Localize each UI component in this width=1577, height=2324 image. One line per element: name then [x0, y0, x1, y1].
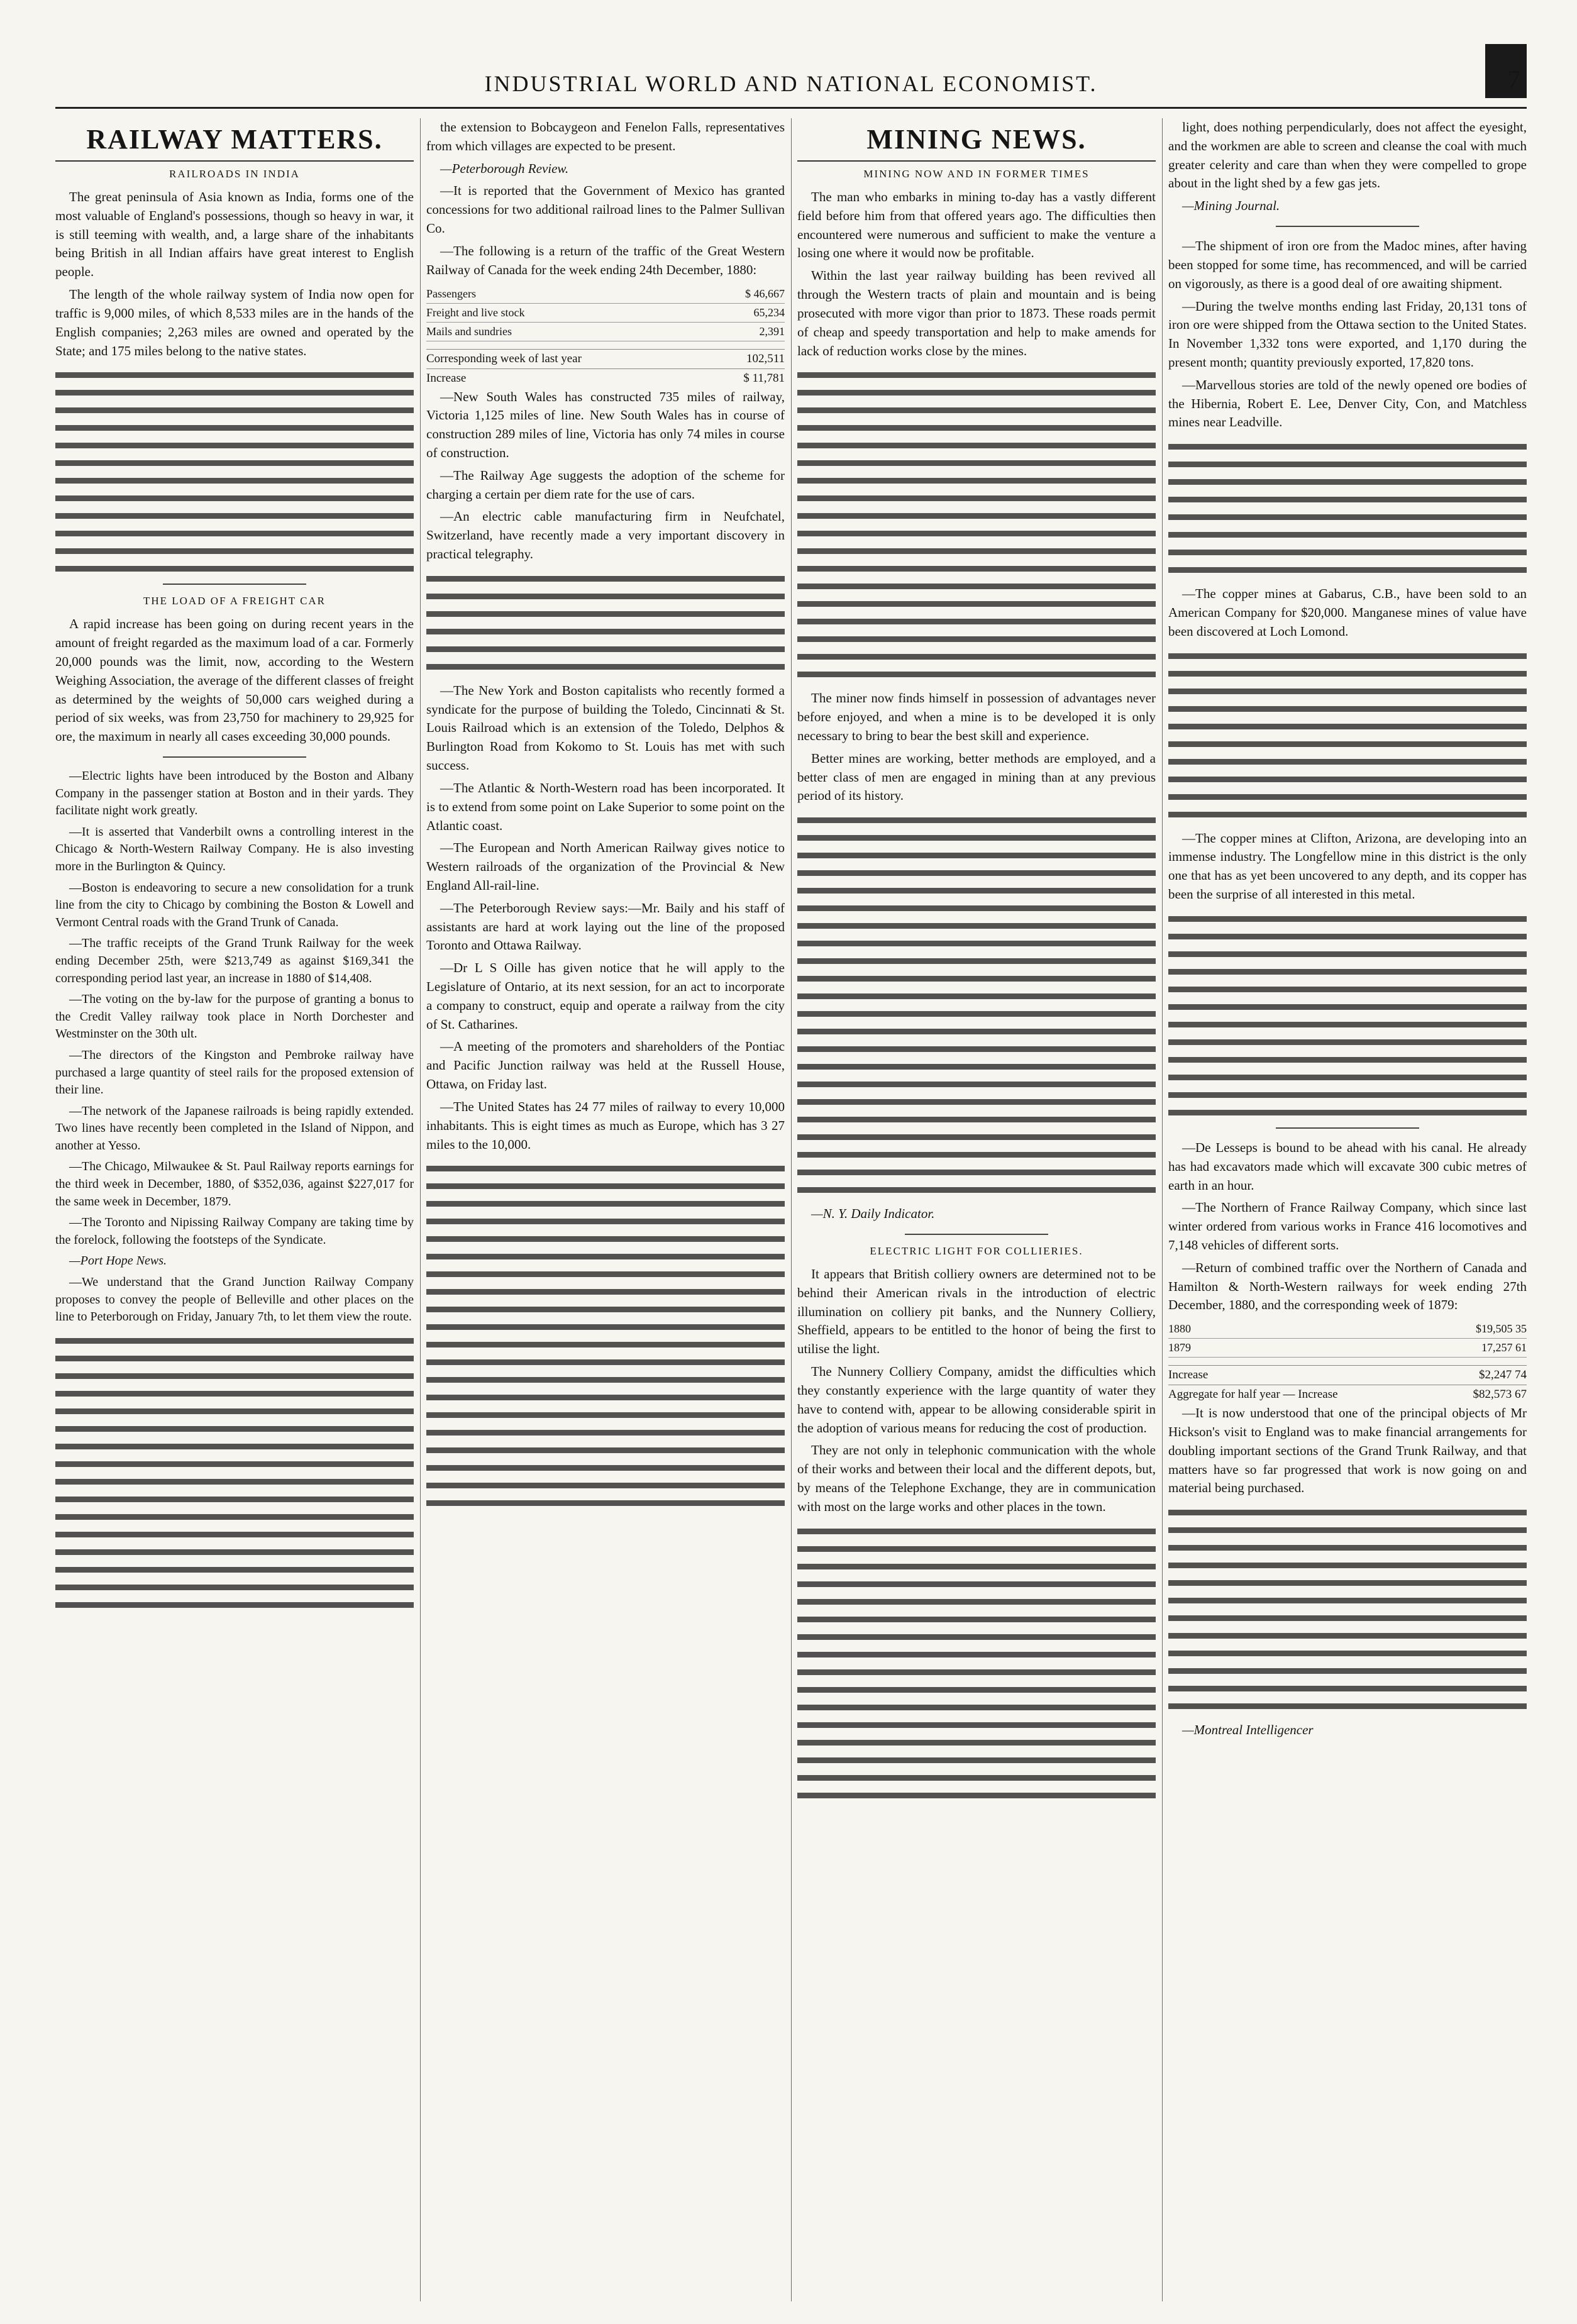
news-item: —The New York and Boston capitalists who recently formed a syndicate for the purpose of building the Toledo, Cincinnati & St. Louis Railroad which is an extension of the Toledo, Delphos & Burlington Road from Kokomo to St. Louis has met with such success. [426, 682, 785, 773]
subhead-electric-light: ELECTRIC LIGHT FOR COLLIERIES. [870, 1245, 1083, 1257]
news-item: —The directors of the Kingston and Pembroke railway have purchased a large quantity of steel rails for the proposed extension of their line. [55, 1048, 414, 1097]
news-item: —The European and North American Railway gives notice to Western railroads of the organization of the Provincial & New England All-rail-line. [426, 840, 785, 893]
news-item: —The Toronto and Nipissing Railway Company are taking time by the forelock, following the footsteps of the Syndicate. [55, 1215, 414, 1247]
column-rule [791, 118, 792, 2301]
traffic-row: Mails and sundries 2,391 [426, 323, 785, 341]
columns [55, 118, 1527, 2301]
news-item: —The voting on the by-law for the purpose of granting a bonus to the Credit Valley railway took place in North Dorchester and Westminster on the 30th ult. [55, 992, 414, 1041]
column-1 [55, 118, 414, 2301]
news-item: —A meeting of the promoters and shareholders of the Pontiac and Pacific Junction railway was held at the Russell House, Ottawa, on Friday last. [426, 1039, 785, 1092]
column-2 [426, 118, 785, 2301]
news-item: —De Lesseps is bound to be ahead with his canal. He already has had excavators made which will excavate 300 cubic metres of earth in an hour. [1168, 1139, 1527, 1193]
article-divider [163, 756, 306, 758]
combined-traffic-table [1168, 1320, 1527, 1358]
running-header [55, 44, 1527, 109]
subhead-freight-car: THE LOAD OF A FREIGHT CAR [143, 595, 326, 607]
news-item: —New South Wales has constructed 735 miles of railway, Victoria 1,125 miles of line. New South Wales has in course of construction 289 miles of line, Victoria has only 74 miles in course of construction. [426, 389, 785, 460]
article-divider [163, 584, 306, 585]
news-item: —It is reported that the Government of Mexico has granted concessions for two additional railroad lines to the Palmer Sullivan Co. [426, 183, 785, 236]
news-item: —It is now understood that one of the principal objects of Mr Hickson's visit to England was to make financial arrangements for doubling important sections of the Grand Trunk Railway, and that matters have so far progressed that work is now going on and material being purchased. [1168, 1405, 1527, 1496]
article-paragraph: The Nunnery Colliery Company, amidst the difficulties which they constantly experience with the large quantity of water they have to contend with, appear to be allowing considerable spirit in the adoption of various means for reducing the cost of production. [797, 1364, 1156, 1436]
news-item: —The United States has 24 77 miles of railway to every 10,000 inhabitants. This is eight times as much as Europe, which has 3 27 miles to the 10,000. [426, 1098, 785, 1152]
text-fill [1168, 916, 1527, 1115]
news-item: —Electric lights have been introduced by the Boston and Albany Company in the passenger station at Boston and in their yards. They facilitate night work greatly. [55, 769, 414, 818]
news-item: —Return of combined traffic over the Northern of Canada and Hamilton & North-Western railways for week ending 27th December, 1880, and the corresponding week of 1879: [1168, 1259, 1527, 1313]
section-title-railway: RAILWAY MATTERS. [55, 123, 414, 162]
news-item: —We understand that the Grand Junction Railway Company proposes to convey the people of Belleville and other places on the line to Peterborough on Friday, January 7th, to let them view the route. [55, 1275, 414, 1324]
article-paragraph: The miner now finds himself in possession of advantages never before enjoyed, and when a mine is to be developed it is only necessary to bring to bear the best skill and experience. [797, 690, 1156, 743]
article-paragraph: The length of the whole railway system of India now open for traffic is 9,000 miles, of which 8,533 miles are in the hands of the English companies; 2,263 miles are owned and operated by the State; and 175 miles belong to the native states. [55, 287, 414, 358]
news-item: —The Northern of France Railway Company, which since last winter ordered from various works in France 416 locomotives and 7,148 vehicles of different sorts. [1168, 1200, 1527, 1253]
page-number: 7 [1507, 66, 1520, 95]
news-item: —An electric cable manufacturing firm in Neufchatel, Switzerland, have recently made a very important discovery in practical telegraphy. [426, 509, 785, 562]
news-item: —The traffic receipts of the Grand Trunk Railway for the week ending December 25th, were $213,749 as against $169,341 the corresponding period last year, an increase in 1880 of $14,408. [55, 936, 414, 985]
column-rule [1162, 118, 1163, 2301]
column-4 [1168, 118, 1527, 2301]
text-fill [797, 1529, 1156, 1798]
source-credit: —Port Hope News. [69, 1254, 167, 1268]
text-fill [1168, 444, 1527, 573]
text-fill [1168, 653, 1527, 817]
article-paragraph: Better mines are working, better methods are employed, and a better class of men are engaged in mining than at any previous period of its history. [797, 750, 1156, 804]
text-fill [1168, 1510, 1527, 1709]
source-credit: —N. Y. Daily Indicator. [811, 1206, 935, 1222]
source-credit: —Peterborough Review. [440, 160, 569, 176]
news-item: —The copper mines at Clifton, Arizona, are developing into an immense industry. The Longfellow mine in this district is the only one that has as yet been uncovered to any depth, and its copper has been the surprise of all interested in this metal. [1168, 830, 1527, 902]
traffic-summary: Increase $2,247 74 [1168, 1365, 1527, 1385]
traffic-row: 1880 $19,505 35 [1168, 1320, 1527, 1339]
subhead-mining-times: MINING NOW AND IN FORMER TIMES [863, 168, 1090, 180]
news-item: light, does nothing perpendicularly, does not affect the eyesight, and the workmen are able to screen and cleanse the coal with much greater celerity and care than when they were compelled to grope about in the light shed by a few gas jets. [1168, 119, 1527, 191]
newspaper-page [55, 44, 1527, 2301]
text-fill [426, 1166, 785, 1506]
running-title: INDUSTRIAL WORLD AND NATIONAL ECONOMIST. [484, 71, 1098, 96]
text-fill [55, 1338, 414, 1608]
article-paragraph: They are not only in telephonic communication with the whole of their works and between their local and the different depots, but, by means of the Telephone Exchange, they are in communication with most on the large works and other places in the town. [797, 1442, 1156, 1514]
news-item: —The Atlantic & North-Western road has been incorporated. It is to extend from some point on Lake Superior to some point on the Atlantic coast. [426, 780, 785, 833]
news-item: —The following is a return of the traffic of the Great Western Railway of Canada for the week ending 24th December, 1880: [426, 243, 785, 277]
news-item: —The Railway Age suggests the adoption of the scheme for charging a certain per diem rate for the use of cars. [426, 467, 785, 502]
news-item: —The network of the Japanese railroads is being rapidly extended. Two lines have recently been completed in the Island of Nippon, and another at Yesso. [55, 1104, 414, 1153]
text-fill [426, 576, 785, 670]
news-item: —The Chicago, Milwaukee & St. Paul Railway reports earnings for the third week in December, 1880, of $352,036, against $227,017 for the same week in December, 1879. [55, 1159, 414, 1209]
text-fill [55, 372, 414, 572]
source-credit: —Mining Journal. [1182, 198, 1280, 214]
traffic-row: 1879 17,257 61 [1168, 1339, 1527, 1358]
traffic-summary: Aggregate for half year — Increase $82,573 67 [1168, 1385, 1527, 1404]
article-paragraph: The man who embarks in mining to-day has a vastly different field before him from that offered years ago. The difficulties then encountered were numerous and sufficient to make the venture a losing one where it would now be profitable. [797, 189, 1156, 261]
traffic-row: Freight and live stock 65,234 [426, 304, 785, 323]
article-divider [905, 1234, 1048, 1235]
news-item: —Boston is endeavoring to secure a new consolidation for a trunk line from the city to Chicago by combining the Boston & Lowell and Vermont Central roads with the Grand Trunk of Canada. [55, 880, 414, 929]
text-fill [797, 817, 1156, 1193]
article-paragraph: Within the last year railway building has been revived all through the Western tracts of plain and mountain and is being prosecuted with more vigor than prior to 1873. These roads permit of cheap and speedy transportation and help to make amends for lack of reduction works close by the mines. [797, 268, 1156, 358]
news-item: —The copper mines at Gabarus, C.B., have been sold to an American Company for $20,000. Manganese mines of value have been discovered at Loch Lomond. [1168, 586, 1527, 639]
subhead-railroads-india: RAILROADS IN INDIA [169, 168, 300, 180]
news-item: the extension to Bobcaygeon and Fenelon Falls, representatives from which villages are expected to be present. [426, 119, 785, 153]
article-paragraph: The great peninsula of Asia known as India, forms one of the most valuable of England's possessions, though so heavy in war, it is still teeming with wealth, and, a large share of the inhabitants being British in all Indian affairs have great interest to English people. [55, 189, 414, 280]
news-item: —Dr L S Oille has given notice that he will apply to the Legislature of Ontario, at its next session, for an act to incorporate a company to construct, equip and operate a railway from the city of St. Catharines. [426, 960, 785, 1032]
text-fill [797, 372, 1156, 677]
news-item: —It is asserted that Vanderbilt owns a controlling interest in the Chicago & North-Western Railway Company. He is also investing more in the Burlington & Quincy. [55, 824, 414, 873]
news-item: —The Peterborough Review says:—Mr. Baily and his staff of assistants are hard at work laying out the line of the proposed Toronto and Ottawa Railway. [426, 900, 785, 953]
article-divider [1276, 1127, 1419, 1129]
source-credit: —Montreal Intelligencer [1182, 1722, 1314, 1738]
news-item: —The shipment of iron ore from the Madoc mines, after having been stopped for some time, has recommenced, and will be carried on vigorously, as there is a good deal of ore awaiting shipment. [1168, 238, 1527, 291]
article-divider [1276, 226, 1419, 227]
article-paragraph: It appears that British colliery owners are determined not to be behind their American rivals in the introduction of electric illumination on colliery pit banks, and the Nunnery Colliery, Sheffield, appears to be entitled to the honor of being the first to utilise the light. [797, 1266, 1156, 1357]
article-paragraph: A rapid increase has been going on during recent years in the amount of freight regarded as the maximum load of a car. Formerly 20,000 pounds was the limit, now, according to the Western Weighing Association, the average of the different classes of freight as determined by the weights of 50,000 cars weighed during a period of six weeks, was from 23,750 for machinery to 29,925 for ore, the maximum in nearly all cases exceeding 30,000 pounds. [55, 616, 414, 744]
traffic-summary: Increase $ 11,781 [426, 368, 785, 388]
news-item: —Marvellous stories are told of the newly opened ore bodies of the Hibernia, Robert E. Lee, Denver City, Con, and Matchless mines near Leadville. [1168, 377, 1527, 430]
column-3 [797, 118, 1156, 2301]
news-item: —During the twelve months ending last Friday, 20,131 tons of iron ore were shipped from the Ottawa section to the United States. In November 1,332 tons were exported, and 1,170 during the present month; quantity previously exported, 17,820 tons. [1168, 298, 1527, 370]
column-rule [420, 118, 421, 2301]
traffic-row: Passengers $ 46,667 [426, 285, 785, 304]
traffic-table [426, 285, 785, 341]
section-title-mining: MINING NEWS. [797, 123, 1156, 162]
traffic-summary: Corresponding week of last year 102,511 [426, 349, 785, 368]
